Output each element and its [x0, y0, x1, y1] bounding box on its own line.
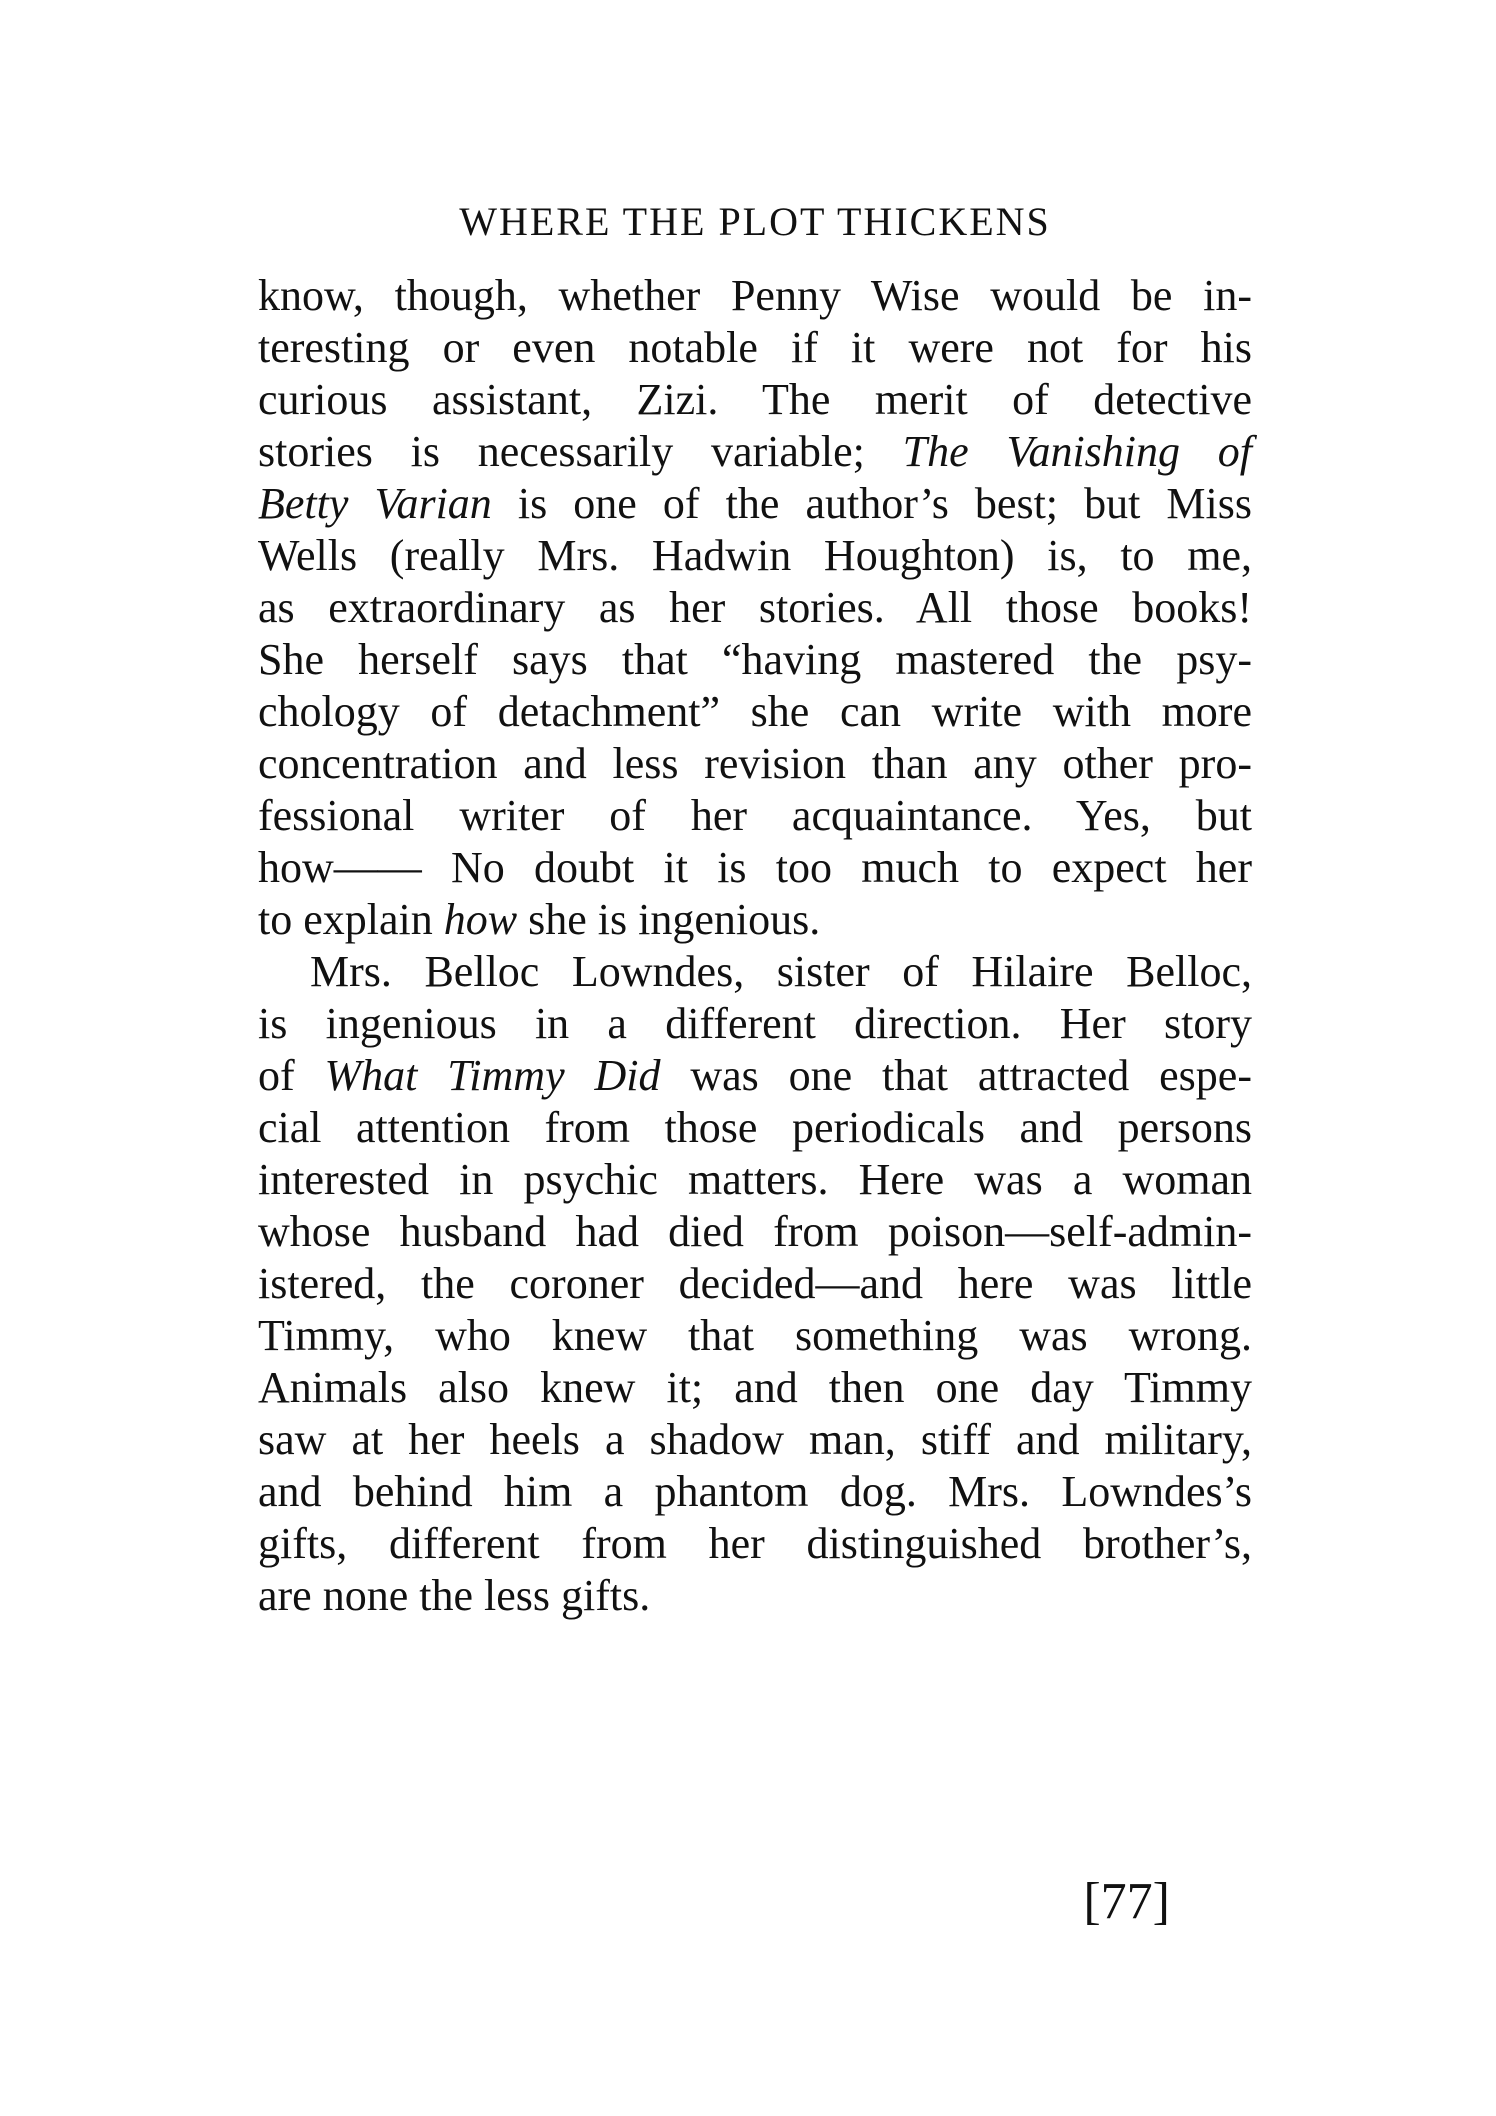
text-line [258, 530, 1252, 582]
text-run: saw at her heels a shadow man, stiff and military, [258, 1415, 1252, 1464]
text-line [258, 1310, 1252, 1362]
text-run: fessional writer of her acquaintance. Yes, but [258, 791, 1252, 840]
text-line [258, 738, 1252, 790]
text-run: was one that attracted espe- [660, 1051, 1252, 1100]
text-line [258, 582, 1252, 634]
text-line [258, 842, 1252, 894]
text-line [258, 1570, 1252, 1622]
text-run: as extraordinary as her stories. All those books! [258, 583, 1252, 632]
italic-title: What Timmy Did [324, 1051, 661, 1100]
text-run: are none the less gifts. [258, 1571, 651, 1620]
text-run: of [258, 1051, 325, 1100]
text-run: and behind him a phantom dog. Mrs. Lowndes’s [258, 1467, 1252, 1516]
text-line [258, 686, 1252, 738]
text-line [258, 374, 1252, 426]
text-run: stories is necessarily variable; [258, 427, 903, 476]
text-run: cial attention from those periodicals and persons [258, 1103, 1252, 1152]
text-line [258, 322, 1252, 374]
italic-title: Betty Varian [258, 479, 492, 528]
text-line [258, 1414, 1252, 1466]
text-run: istered, the coroner decided—and here was little [258, 1259, 1252, 1308]
text-line [258, 1362, 1252, 1414]
text-line [258, 1050, 1252, 1102]
text-run: chology of detachment” she can write with more [258, 687, 1252, 736]
text-line [258, 426, 1252, 478]
running-head: WHERE THE PLOT THICKENS [459, 199, 1051, 244]
text-run: is one of the author’s best; but Miss [491, 479, 1252, 528]
text-run: interested in psychic matters. Here was a woman [258, 1155, 1252, 1204]
paragraph-2 [258, 946, 1252, 1622]
text-line [258, 270, 1252, 322]
italic-title: how [443, 895, 518, 944]
text-run: Animals also knew it; and then one day Timmy [258, 1363, 1252, 1412]
text-run: Wells (really Mrs. Hadwin Houghton) is, to me, [258, 531, 1252, 580]
text-line [258, 1206, 1252, 1258]
text-run: know, though, whether Penny Wise would be in- [258, 271, 1252, 320]
text-run: is ingenious in a different direction. Her story [258, 999, 1252, 1048]
text-run: teresting or even notable if it were not for his [258, 323, 1252, 372]
text-run: gifts, different from her distinguished brother’s, [258, 1519, 1252, 1568]
text-run: She herself says that “having mastered the psy- [258, 635, 1252, 684]
body-text [258, 270, 1252, 1622]
text-run: curious assistant, Zizi. The merit of detective [258, 375, 1252, 424]
text-run: how—— No doubt it is too much to expect her [258, 843, 1252, 892]
text-run: Mrs. Belloc Lowndes, sister of Hilaire Belloc, [310, 947, 1252, 996]
page-number: [77] [1083, 1873, 1170, 1930]
text-line [258, 1258, 1252, 1310]
text-line [258, 790, 1252, 842]
text-run: whose husband had died from poison—self-admin- [258, 1207, 1252, 1256]
text-line [258, 894, 1252, 946]
text-line [258, 946, 1252, 998]
text-run: concentration and less revision than any other pro- [258, 739, 1252, 788]
text-run: she is ingenious. [517, 895, 821, 944]
text-line [258, 478, 1252, 530]
text-line [258, 1518, 1252, 1570]
paragraph-1 [258, 270, 1252, 946]
text-line [258, 1466, 1252, 1518]
text-line [258, 634, 1252, 686]
text-run: to explain [258, 895, 444, 944]
text-run: Timmy, who knew that something was wrong. [258, 1311, 1252, 1360]
text-line [258, 1102, 1252, 1154]
text-line [258, 998, 1252, 1050]
text-line [258, 1154, 1252, 1206]
italic-title: The Vanishing of [902, 427, 1252, 476]
